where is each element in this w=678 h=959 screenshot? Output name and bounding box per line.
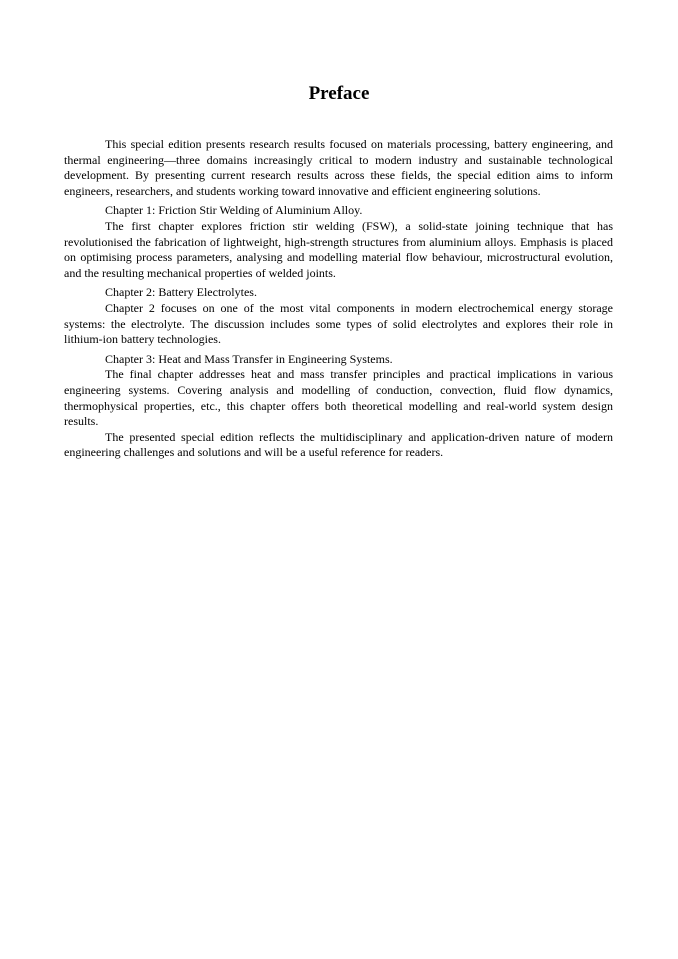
body-paragraph: The first chapter explores friction stir welding (FSW), a solid-state joining technique that has revolutionised the fabrication of lightweight, high-strength structures from aluminium alloys. Emphasis is placed on optimising process parameters, analysing and modelling material flow behaviour, microstructural evolution, and the resulting mechanical properties of welded joints. [64, 218, 613, 280]
body-paragraph: This special edition presents research results focused on materials processing, battery engineering, and thermal engineering—three domains increasingly critical to modern industry and sustainable technological development. By presenting current research results across these fields, the special edition aims to inform engineers, researchers, and students working toward innovative and efficient engineering solutions. [64, 137, 613, 198]
document-body [64, 137, 613, 461]
body-paragraph: Chapter 2 focuses on one of the most vital components in modern electrochemical energy storage systems: the electrolyte. The discussion includes some types of solid electrolytes and explores their role in lithium-ion battery technologies. [64, 300, 613, 347]
chapter-heading: Chapter 3: Heat and Mass Transfer in Engineering Systems. [105, 351, 393, 366]
page-title: Preface [308, 83, 370, 104]
body-paragraph: The presented special edition reflects the multidisciplinary and application-driven nature of modern engineering challenges and solutions and will be a useful reference for readers. [64, 429, 613, 460]
chapter-heading: Chapter 1: Friction Stir Welding of Aluminium Alloy. [105, 203, 363, 218]
body-paragraph: The final chapter addresses heat and mass transfer principles and practical implications in various engineering systems. Covering analysis and modelling of conduction, convection, fluid flow dynamics, thermophysical properties, etc., this chapter offers both theoretical modelling and real-world system design results. [64, 367, 613, 429]
chapter-heading: Chapter 2: Battery Electrolytes. [105, 285, 257, 300]
